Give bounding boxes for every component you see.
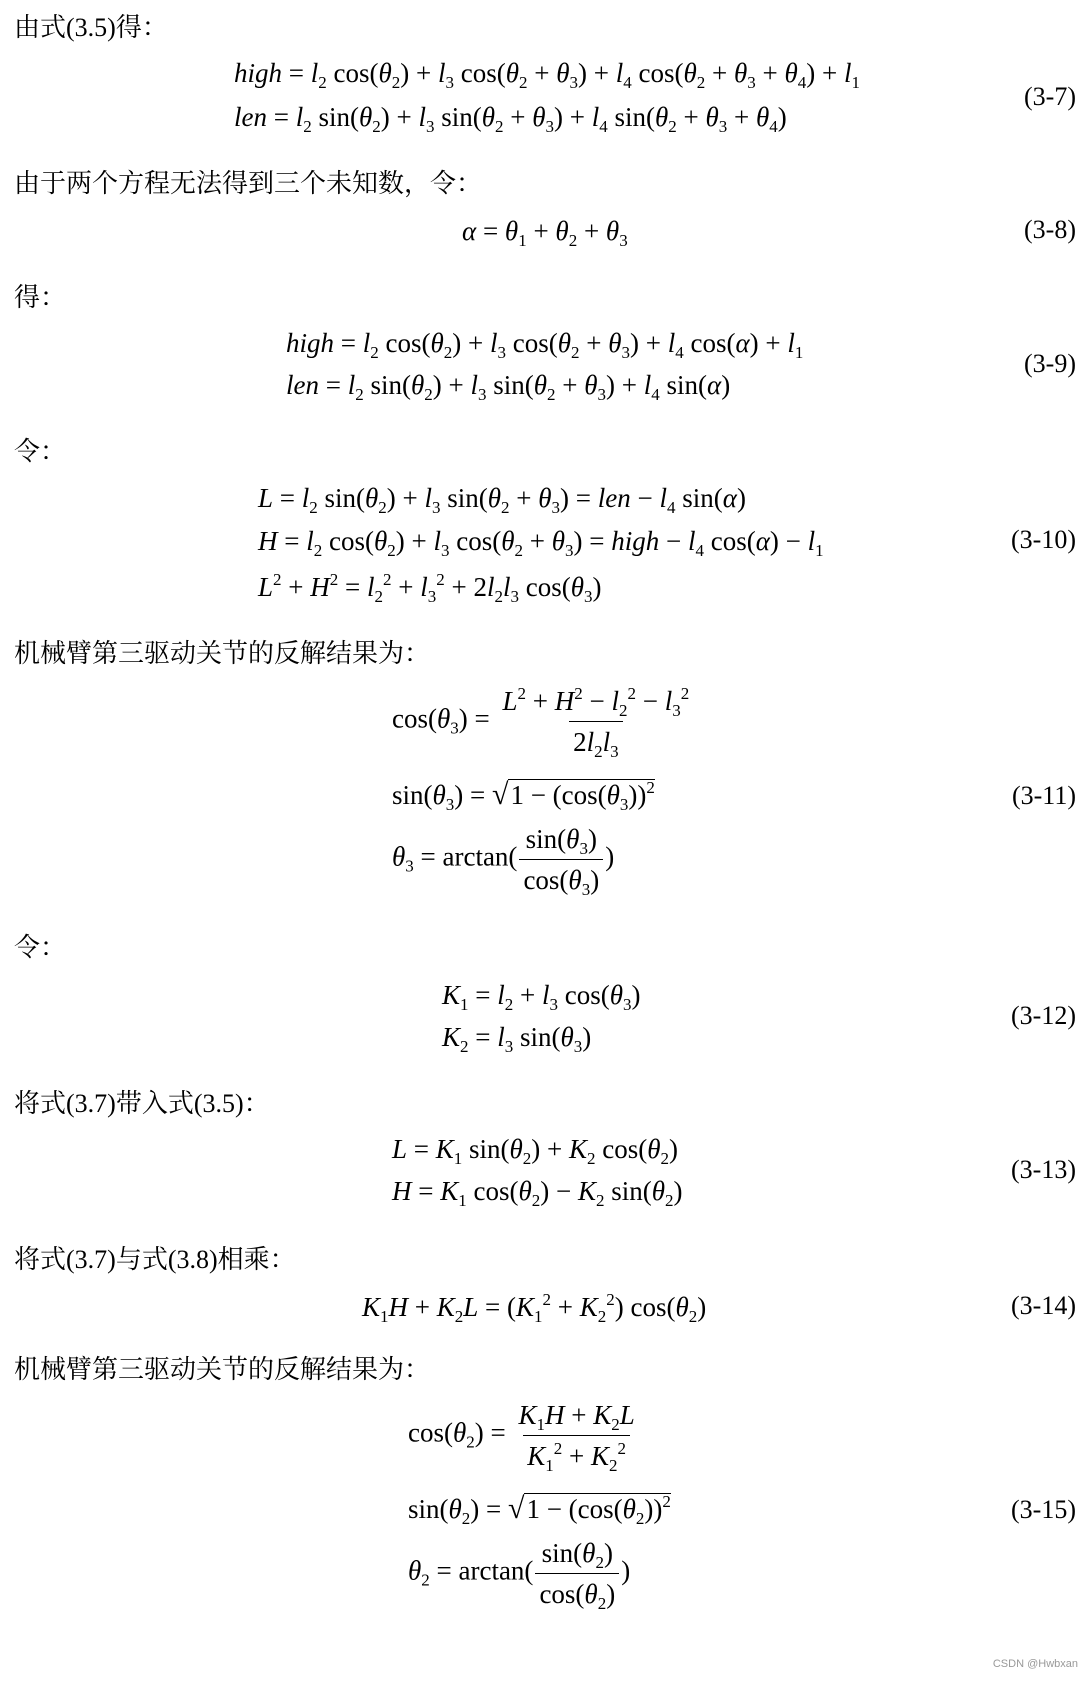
paragraph-2: 由于两个方程无法得到三个未知数，令： (14, 169, 483, 198)
paragraph-5: 机械臂第三驱动关节的反解结果为： (14, 639, 431, 668)
equation-3-13-line-1: $L = K_1$ $\sin(\theta_2) + K_2$ $\cos(\theta_2)$ (392, 1134, 679, 1168)
equation-3-13-line-2: $H = K_1$ $\cos(\theta_2) - K_2$ $\sin(\theta_2)$ (392, 1176, 683, 1210)
equation-3-11-line-2: $\sin(\theta_3) = √1 - (\cos(\theta_3))^2$ (392, 778, 655, 814)
paragraph-6: 令： (14, 933, 67, 962)
paragraph-1: 由式(3.5)得： (14, 13, 168, 42)
equation-number-3-9: (3-9) (1024, 349, 1076, 378)
equation-number-3-7: (3-7) (1024, 82, 1076, 111)
equation-3-7-line-2: len = $l_2$ $\sin(\theta_2) + l_3$ $\sin(\theta_2 + \theta_3) + l_4$ $\sin(\theta_2 + \theta_3 + \theta_4)$ (234, 102, 787, 136)
equation-3-7-line-1: high = $l_2$ $\cos(\theta_2) + l_3$ $\cos(\theta_2 + \theta_3) + l_4$ $\cos(\theta_2 + \theta_3 + \theta_4) + l_1$ (234, 58, 860, 92)
paragraph-8: 将式(3.7)与式(3.8)相乘： (14, 1245, 296, 1274)
equation-3-12-line-2: $K_2 = l_3$ $\sin(\theta_3)$ (442, 1022, 592, 1056)
equation-number-3-13: (3-13) (1011, 1155, 1076, 1184)
equation-3-15-line-1: $\cos(\theta_2)$ = $\frac{K_1H + K_2L}{K_1^2 + K_2^2}$ (408, 1400, 635, 1475)
equation-3-10-line-2: $H = l_2$ $\cos(\theta_2) + l_3$ $\cos(\theta_2 + \theta_3)$ = high − $l_4$ $\cos(\alpha) - l_1$ (258, 526, 824, 560)
equation-3-10-line-1: $L = l_2$ $\sin(\theta_2) + l_3$ $\sin(\theta_2 + \theta_3)$ = len − $l_4$ sin(α) (258, 483, 746, 517)
equation-3-15-line-3: $\theta_2 = \arctan$( $\frac{\sin(\theta_2)}{\cos(\theta_2)}$ ) (408, 1538, 631, 1613)
equation-3-11-line-1: $\cos(\theta_3)$ = $\frac{L^2 + H^2 - l_2^2 - l_3^2}{2l_2l_3}$ (392, 684, 690, 761)
equation-number-3-12: (3-12) (1011, 1001, 1076, 1030)
equation-number-3-11: (3-11) (1011, 781, 1076, 810)
equation-number-3-10: (3-10) (1011, 525, 1076, 554)
csdn-watermark: CSDN @Hwbxan (992, 1658, 1078, 1670)
paragraph-3: 得： (14, 283, 67, 312)
equation-number-3-15: (3-15) (1011, 1495, 1076, 1524)
equation-3-15-line-2: $\sin(\theta_2) = √1 - (\cos(\theta_2))^2$ (408, 1492, 671, 1528)
equation-number-3-8: (3-8) (1024, 215, 1076, 244)
paragraph-9: 机械臂第三驱动关节的反解结果为： (14, 1355, 431, 1384)
equation-3-12-line-1: $K_1 = l_2 + l_3$ $\cos(\theta_3)$ (442, 980, 641, 1014)
equation-3-9-line-1: high = $l_2$ $\cos(\theta_2) + l_3$ $\cos(\theta_2 + \theta_3) + l_4$ $\cos(\alpha) + l_1$ (286, 328, 804, 362)
equation-3-11-line-3: $\theta_3 = \arctan$( $\frac{\sin(\theta_3)}{\cos(\theta_3)}$ ) (392, 824, 615, 899)
paragraph-4: 令： (14, 437, 67, 466)
equation-3-9-line-2: len = $l_2$ $\sin(\theta_2) + l_3$ $\sin(\theta_2 + \theta_3) + l_4$ sin(α) (286, 370, 731, 404)
equation-3-14: $K_1H + K_2L = (K_1^2 + K_2^2)$ $\cos(\theta_2)$ (362, 1290, 707, 1326)
equation-3-8: $\alpha = \theta_1 + \theta_2 + \theta_3$ (462, 216, 628, 250)
equation-3-10-line-3: $L^2 + H^2 = l_2^2 + l_3^2 + 2l_2l_3$ $\cos(\theta_3)$ (258, 570, 602, 606)
equation-number-3-14: (3-14) (1011, 1291, 1076, 1320)
paragraph-7: 将式(3.7)带入式(3.5)： (14, 1089, 270, 1118)
